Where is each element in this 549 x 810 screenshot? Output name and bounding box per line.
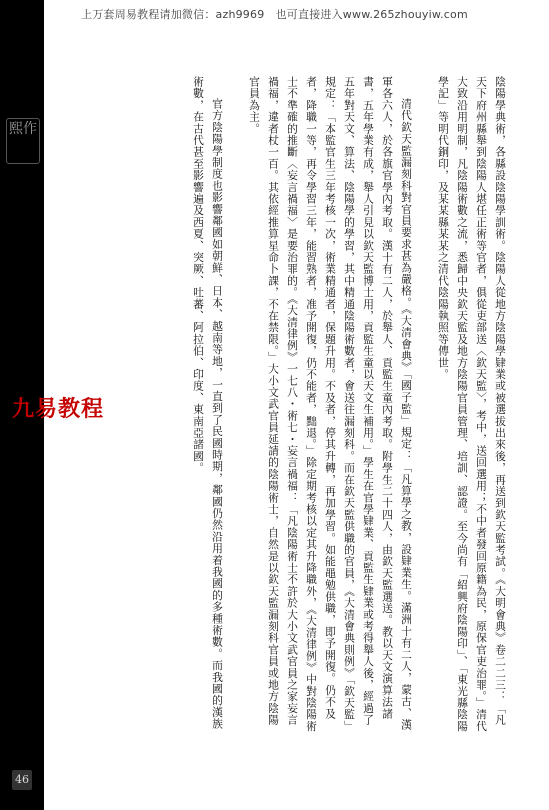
- spine-mark: 熙作: [6, 118, 40, 164]
- paragraph-3: 官方陰陽學制度也影響鄰國如朝鮮、日本、越南等地，一直到了民國時期，鄰國仍然沿用着我國的多種術數。而我國的漢族術數，在古代甚至影響遍及西夏、突厥、吐蕃、阿拉伯、印度、東南亞諸國。: [192, 76, 224, 730]
- vertical-body-text: [70, 76, 510, 736]
- watermark-logo: 九易教程: [12, 397, 105, 422]
- page-number: 46: [12, 770, 32, 790]
- page-header-banner: 上万套周易教程请加微信：azh9969 也可直接进入www.265zhouyiw.com: [81, 8, 468, 21]
- paragraph-2: 清代欽天監漏刻科對官員要求甚為嚴格。《大清會典》「國子監」規定：「凡算學之教，設肄業生。滿洲十有二人，蒙古、漢軍各六人，於各旗官學內考取。漢十有二人，於舉人、貢監生童內考取。附學生二十四人，由欽天監選送。教以天文演算法諸書，五年學業有成，舉人引見以欽天監博士用，貢監生童以天文生補用。」學生在官學肄業、貢監生肄業或考得舉人後，經過了五年對天文、算法、陰陽學的學習，其中精通陰陽術數者，會送往漏刻科。而在欽天監供職的官員，《大清會典則例》「欽天監」規定：「本監官生三年考核一次，術業精通者，保題升用。不及者，停其升轉，再加學習。如能黽勉供職，即予開復。仍不及者，降職一等，再令學習三年，能習熟者，准予開復，仍不能者，黜退。」除定期考核以定其升降職外，《大清律例》中對陰陽術士不準確的推斷〈妄言禍福〉是要治罪的。《大清律例》一七八・術七・妄言禍福：「凡陰陽術士不許於大小文武官員之家妄言禍福，違者杖一百。其依經推算星命卜課，不在禁限。」大小文武官員延請的陰陽術士，自然是以欽天監漏刻科官員或地方陰陽官員為主。: [248, 76, 413, 733]
- paragraph-1: 陰陽學典術，各縣設陰陽學訓術。陰陽人從地方陰陽學肄業或被選拔出來後，再送到欽天監考試。《大明會典》卷二二三：「凡天下府州縣舉到陰陽人堪任正術等官者，俱從吏部送〈欽天監〉，考中，送回選用；不中者發回原籍為民，原保官吏治罪。」清代大致沿用明制，凡陰陽術數之流，悉歸中央欽天監及地方陰陽官員管理、培訓、認證。至今尚有「紹興府陰陽印」、「東光縣陰陽學記」等明代銅印，及某某縣某某之清代陰陽執照等傳世。: [437, 76, 507, 733]
